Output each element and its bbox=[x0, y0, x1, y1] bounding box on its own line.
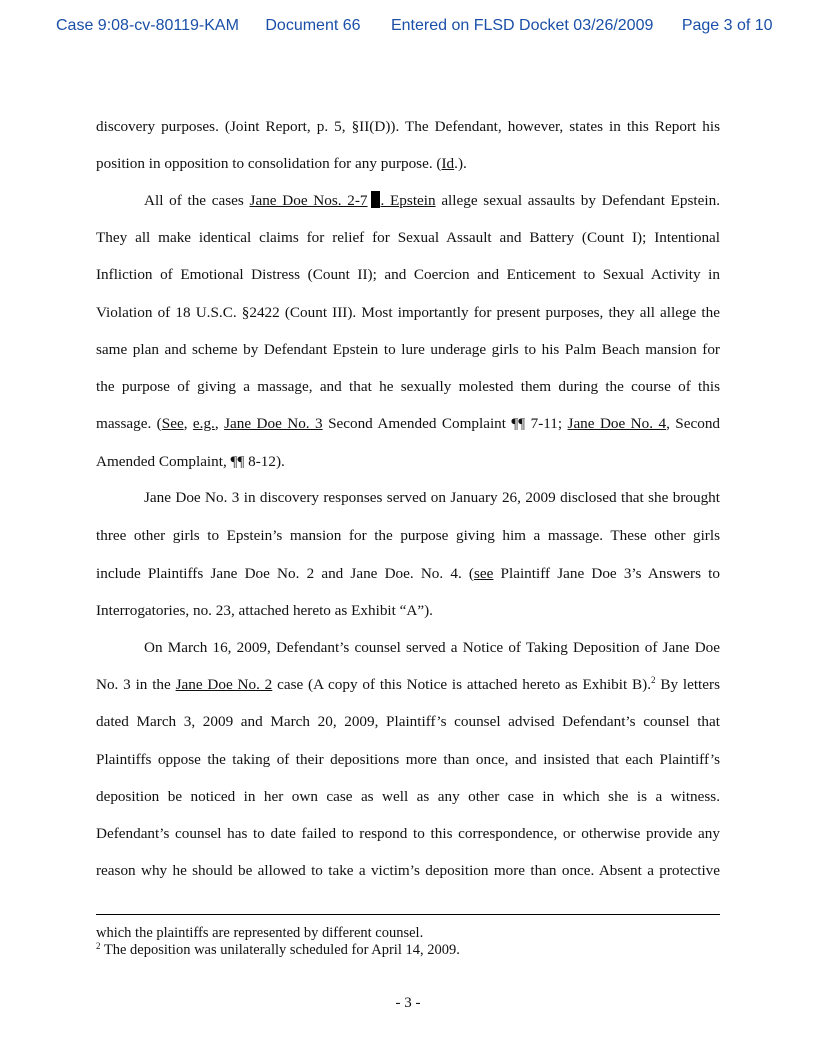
page-number: - 3 - bbox=[395, 995, 421, 1011]
entered-date: Entered on FLSD Docket 03/26/2009 bbox=[390, 17, 654, 34]
body-line: three other girls to Epstein’s mansion for the purpose giving him a massage. These other girls bbox=[96, 527, 720, 544]
body-line: Infliction of Emotional Distress (Count II); and Coercion and Enticement to Sexual Activity in bbox=[96, 266, 720, 283]
body-line: same plan and scheme by Defendant Epstein to lure underage girls to his Palm Beach mansion for bbox=[96, 341, 720, 358]
body-line: Amended Complaint, ¶¶ 8-12). bbox=[96, 453, 285, 470]
footnote-2: $^2$ The deposition was unilaterally scheduled for April 14, 2009. bbox=[96, 941, 460, 958]
body-line: include Plaintiffs Jane Doe No. 2 and Jane Doe. No. 4. (see Plaintiff Jane Doe 3’s Answers to bbox=[96, 565, 720, 582]
case-number: Case 9:08-cv-80119-KAM bbox=[56, 17, 239, 34]
body-line: No. 3 in the Jane Doe No. 2 case (A copy of this Notice is attached hereto as Exhibit B).$^2$ By letters bbox=[96, 675, 720, 693]
redaction-box bbox=[371, 191, 380, 208]
body-line: Violation of 18 U.S.C. §2422 (Count III). Most importantly for present purposes, they all allege the bbox=[96, 304, 720, 321]
footnote-divider bbox=[96, 914, 720, 915]
footnote-number: 2 bbox=[96, 941, 101, 951]
footnote-continuation: which the plaintiffs are represented by different counsel. bbox=[96, 925, 424, 941]
docket-header bbox=[56, 17, 773, 35]
body-line: position in opposition to consolidation for any purpose. (Id.). bbox=[96, 155, 467, 172]
footnote-ref: 2 bbox=[651, 675, 656, 685]
body-line: On March 16, 2009, Defendant’s counsel served a Notice of Taking Deposition of Jane Doe bbox=[144, 639, 720, 656]
document-number: Document 66 bbox=[265, 17, 361, 34]
body-line: All of the cases Jane Doe Nos. 2-7 . Epstein allege sexual assaults by Defendant Epstein. bbox=[144, 192, 721, 209]
page-of-total: Page 3 of 10 bbox=[681, 17, 773, 34]
body-line: Jane Doe No. 3 in discovery responses served on January 26, 2009 disclosed that she brought bbox=[144, 489, 720, 506]
body-line: the purpose of giving a massage, and that he sexually molested them during the course of this bbox=[96, 378, 720, 395]
body-line: They all make identical claims for relief for Sexual Assault and Battery (Count I); Intentional bbox=[96, 229, 720, 246]
body-line: discovery purposes. (Joint Report, p. 5, §II(D)). The Defendant, however, states in this Report his bbox=[96, 118, 720, 135]
body-line: massage. (See, e.g., Jane Doe No. 3 Second Amended Complaint ¶¶ 7-11; Jane Doe No. 4, Second bbox=[96, 415, 721, 432]
body-line: Defendant’s counsel has to date failed to respond to this correspondence, or otherwise provide any bbox=[96, 825, 720, 842]
body-line: reason why he should be allowed to take a victim’s deposition more than once. Absent a protective bbox=[96, 862, 720, 879]
body-line: deposition be noticed in her own case as well as any other case in which she is a witness. bbox=[96, 788, 720, 805]
body-line: Interrogatories, no. 23, attached hereto as Exhibit “A”). bbox=[96, 602, 433, 619]
body-line: dated March 3, 2009 and March 20, 2009, Plaintiff’s counsel advised Defendant’s counsel that bbox=[96, 713, 720, 730]
body-line: Plaintiffs oppose the taking of their depositions more than once, and insisted that each Plaintiff’s bbox=[96, 751, 720, 768]
